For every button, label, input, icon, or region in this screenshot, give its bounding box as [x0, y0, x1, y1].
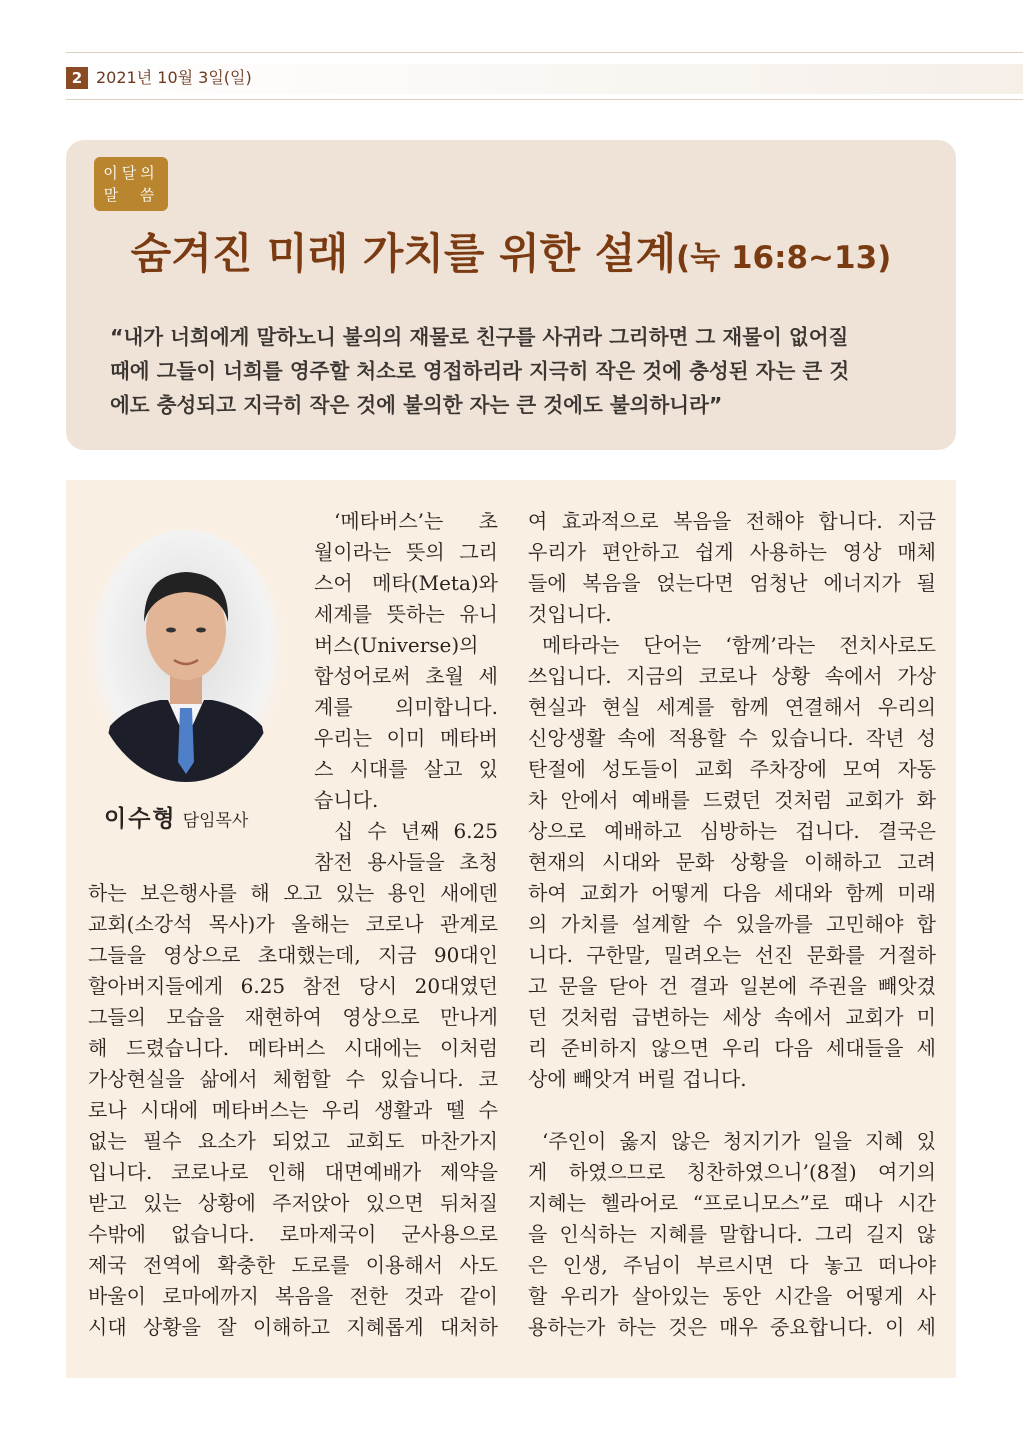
author-photo	[88, 530, 284, 782]
text-line: 지혜는 헬라어로 “프로니모스”로 때나 시간	[528, 1191, 936, 1215]
text-line: 던 것처럼 급변하는 세상 속에서 교회가 미	[528, 1005, 936, 1029]
text-line: 할아버지들에게 6.25 참전 당시 20대였던	[88, 974, 498, 998]
text-line: 받고 있는 상황에 주저앉아 있으면 뒤처질	[88, 1191, 498, 1215]
text-line: 스 시대를 살고 있	[314, 757, 498, 781]
header-rule	[66, 99, 1023, 100]
text-line: 상에 빼앗겨 버릴 겁니다.	[528, 1067, 747, 1091]
text-line: 세계를 뜻하는 유니	[314, 602, 498, 626]
text-line: 차 안에서 예배를 드렸던 것처럼 교회가 화	[528, 788, 936, 812]
text-line: 가상현실을 삶에서 체험할 수 있습니다. 코	[88, 1067, 498, 1091]
issue-date: 2021년 10월 3일(일)	[96, 68, 252, 87]
text-line: 그들을 영상으로 초대했는데, 지금 90대인	[88, 943, 498, 967]
text-line: 메타라는 단어는 ‘함께’라는 전치사로도	[542, 633, 936, 657]
text-line: 니다. 구한말, 밀려오는 선진 문화를 거절하	[528, 943, 936, 967]
text-line: 은 인생, 주님이 부르시면 다 놓고 떠나야	[528, 1253, 936, 1277]
quote-line: “내가 너희에게 말하노니 불의의 재물로 친구를 사귀라 그리하면 그 재물이 없어질	[110, 325, 849, 349]
top-rule	[66, 52, 1023, 53]
text-line: 의 가치를 설계할 수 있을까를 고민해야 합	[528, 912, 936, 936]
scripture-reference: (눅 16:8~13)	[676, 240, 892, 276]
sermon-title	[66, 224, 956, 288]
text-line: 탄절에 성도들이 교회 주차장에 모여 자동	[528, 757, 936, 781]
text-line: 그들의 모습을 재현하여 영상으로 만나게	[88, 1005, 498, 1029]
text-line: 게 하였으므로 칭찬하였으니’(8절) 여기의	[528, 1160, 936, 1184]
paragraph-gap	[528, 1095, 936, 1126]
text-line: 을 인식하는 지혜를 말합니다. 그리 길지 않	[528, 1222, 936, 1246]
text-line: 교회(소강석 목사)가 올해는 코로나 관계로	[88, 912, 498, 936]
text-line: ‘메타버스’는 초	[334, 509, 498, 533]
text-line: 수밖에 없습니다. 로마제국이 군사용으로	[88, 1222, 498, 1246]
author-name: 이수형	[104, 806, 177, 832]
text-line: 합성어로써 초월 세	[314, 664, 498, 688]
text-line: 습니다.	[314, 788, 379, 812]
text-line: 현실과 현실 세계를 함께 연결해서 우리의	[528, 695, 936, 719]
text-line: 여 효과적으로 복음을 전해야 합니다. 지금	[528, 509, 936, 533]
text-line: 신앙생활 속에 적용할 수 있습니다. 작년 성	[528, 726, 936, 750]
author-role: 담임목사	[182, 811, 249, 831]
text-line: 우리가 편안하고 쉽게 사용하는 영상 매체	[528, 540, 936, 564]
text-line: 십 수 년째 6.25	[334, 819, 498, 843]
sermon-title-text: 숨겨진 미래 가치를 위한 설계	[130, 229, 677, 278]
text-line: 하는 보은행사를 해 오고 있는 용인 새에덴	[88, 881, 498, 905]
article-column-left-bottom	[88, 878, 498, 1343]
text-line: 할 우리가 살아있는 동안 시간을 어떻게 사	[528, 1284, 936, 1308]
text-line: 월이라는 뜻의 그리	[314, 540, 498, 564]
text-line: 고 문을 닫아 건 결과 일본에 주권을 빼앗겼	[528, 974, 936, 998]
text-line: 제국 전역에 확충한 도로를 이용해서 사도	[88, 1253, 498, 1277]
text-line: 쓰입니다. 지금의 코로나 상황 속에서 가상	[528, 664, 936, 688]
text-line: 입니다. 코로나로 인해 대면예배가 제약을	[88, 1160, 498, 1184]
text-line: 리 준비하지 않으면 우리 다음 세대들을 세	[528, 1036, 936, 1060]
text-line: 없는 필수 요소가 되었고 교회도 마찬가지	[88, 1129, 498, 1153]
scripture-quote	[110, 320, 940, 422]
article-column-left-top	[314, 506, 498, 878]
text-line: 현재의 시대와 문화 상황을 이해하고 고려	[528, 850, 936, 874]
text-line: 시대 상황을 잘 이해하고 지혜롭게 대처하	[88, 1315, 498, 1339]
text-line: 용하는가 하는 것은 매우 중요합니다. 이 세	[528, 1315, 936, 1339]
text-line: 해 드렸습니다. 메타버스 시대에는 이처럼	[88, 1036, 498, 1060]
text-line: 들에 복음을 얹는다면 엄청난 에너지가 될	[528, 571, 936, 595]
text-line: 바울이 로마에까지 복음을 전한 것과 같이	[88, 1284, 498, 1308]
text-line: 로나 시대에 메타버스는 우리 생활과 뗄 수	[88, 1098, 498, 1122]
section-badge	[94, 157, 168, 211]
text-line: 버스(Universe)의	[314, 633, 479, 657]
text-line: 상으로 예배하고 심방하는 겁니다. 결국은	[528, 819, 936, 843]
page-number: 2	[66, 67, 88, 89]
text-line: 것입니다.	[528, 602, 612, 626]
author-byline	[104, 800, 248, 833]
article-column-right	[528, 506, 936, 1343]
quote-line: 에도 충성되고 지극히 작은 것에 불의한 자는 큰 것에도 불의하니라”	[110, 393, 723, 417]
text-line: 참전 용사들을 초청	[314, 850, 498, 874]
text-line: 우리는 이미 메타버	[314, 726, 498, 750]
badge-line-2: 말 씀	[103, 186, 159, 204]
text-line: 스어 메타(Meta)와	[314, 571, 498, 595]
text-line: 계를 의미합니다.	[314, 695, 498, 719]
text-line: 하여 교회가 어떻게 다음 세대와 함께 미래	[528, 881, 936, 905]
quote-line: 때에 그들이 너희를 영주할 처소로 영접하리라 지극히 작은 것에 충성된 자는 큰 것	[110, 359, 850, 383]
text-line: ‘주인이 옳지 않은 청지기가 일을 지혜 있	[542, 1129, 936, 1153]
badge-line-1: 이달의	[103, 164, 159, 182]
